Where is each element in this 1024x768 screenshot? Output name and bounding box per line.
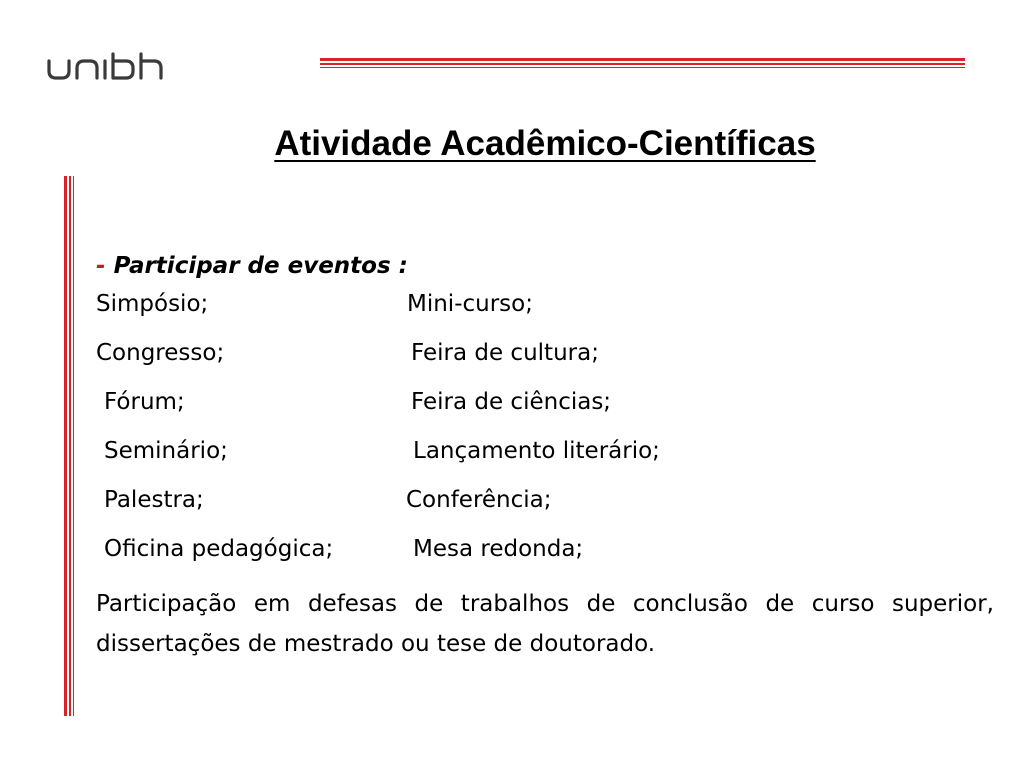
slide-title: Atividade Acadêmico-Científicas [274, 124, 816, 163]
side-divider [64, 176, 74, 716]
event-row [96, 435, 994, 484]
event-row [96, 337, 994, 386]
event-item: Conferência; [406, 487, 552, 513]
event-item: Oficina pedagógica; [104, 536, 334, 562]
subheading [96, 250, 994, 288]
event-item: Congresso; [96, 340, 225, 366]
event-row [96, 533, 994, 582]
event-item: Simpósio; [96, 291, 209, 317]
event-item: Feira de cultura; [411, 340, 599, 366]
event-item: Seminário; [104, 438, 228, 464]
slide-content [96, 250, 994, 664]
subheading-text: Participar de eventos : [113, 253, 408, 279]
event-row [96, 484, 994, 533]
unibh-logo-mark [46, 52, 190, 82]
event-item: Feira de ciências; [411, 389, 612, 415]
event-item: Mini-curso; [407, 291, 533, 317]
event-item: Palestra; [104, 487, 204, 513]
event-item: Mesa redonda; [413, 536, 584, 562]
event-row [96, 386, 994, 435]
unibh-logo [46, 52, 190, 82]
event-item: Fórum; [104, 389, 185, 415]
event-row [96, 288, 994, 337]
event-item: Lançamento literário; [413, 438, 660, 464]
participation-paragraph: Participação em defesas de trabalhos de conclusão de curso superior, dissertações de mestrado ou tese de doutorado. [96, 591, 994, 657]
header-divider [320, 58, 965, 68]
subheading-dash: - [96, 253, 106, 279]
